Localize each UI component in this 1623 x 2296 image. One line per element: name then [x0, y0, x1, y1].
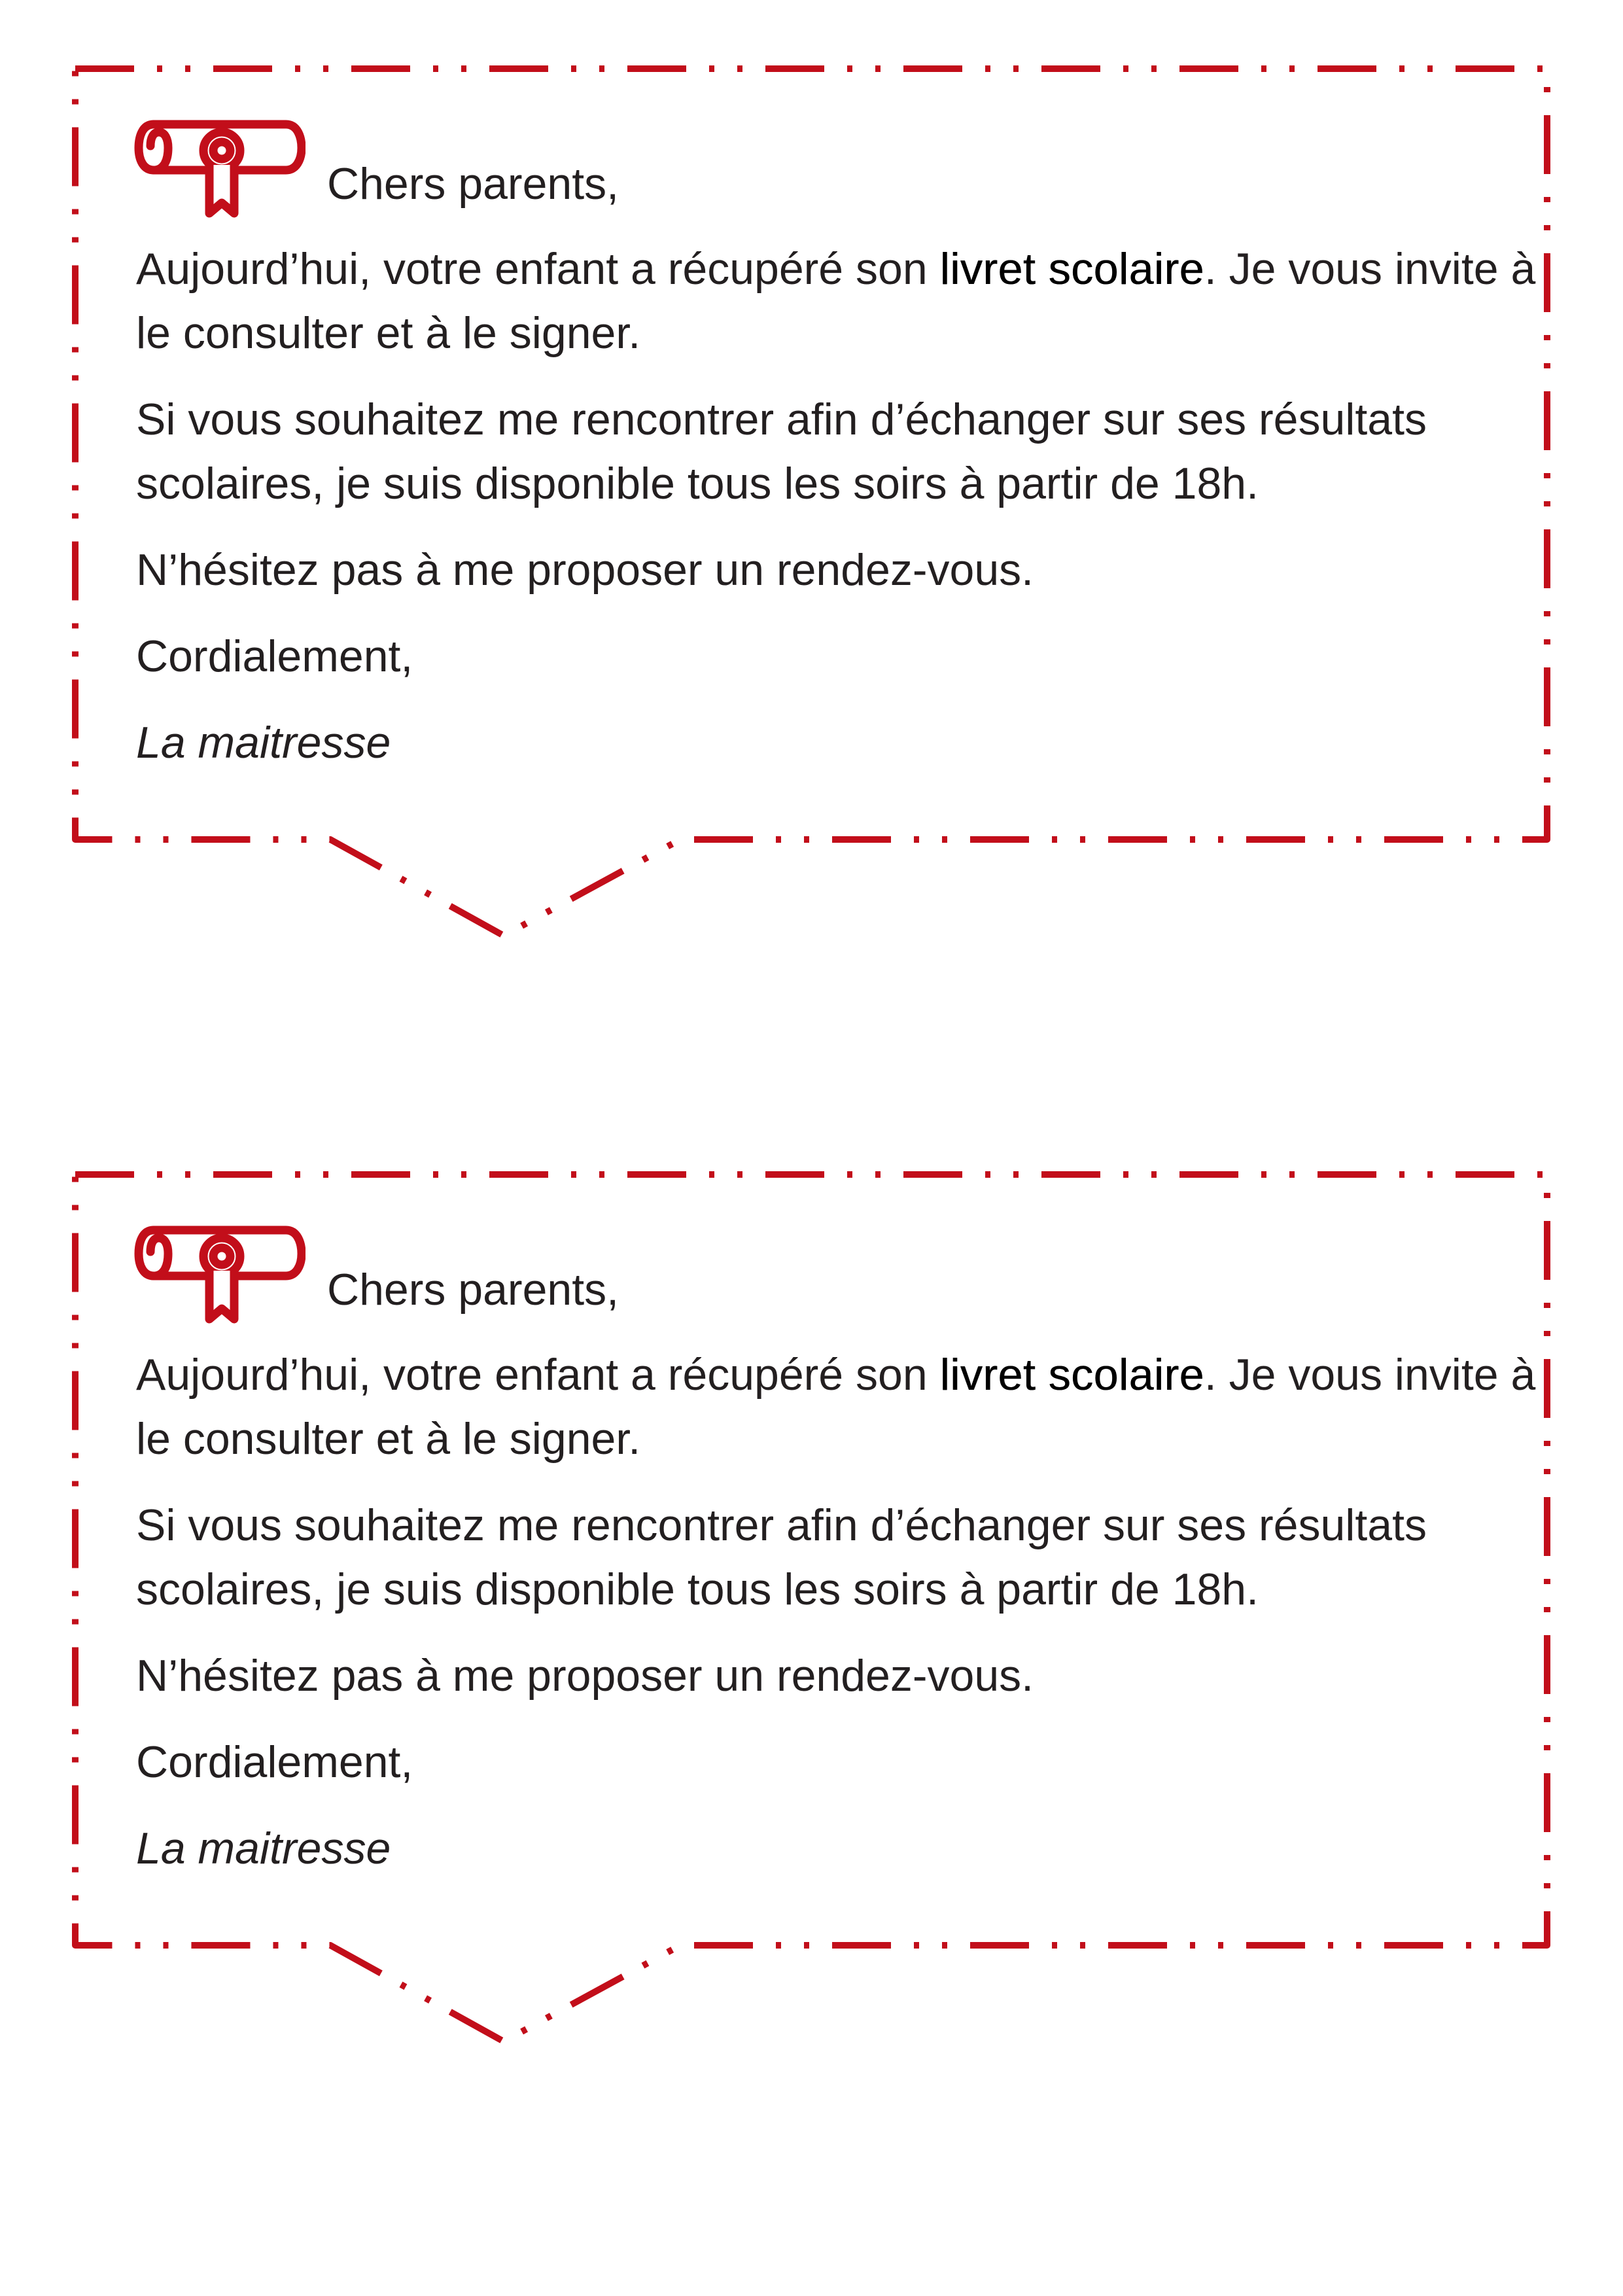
- closing: Cordialement,: [136, 631, 413, 681]
- report-card-highlight: livret scolaire: [939, 1350, 1204, 1400]
- report-card-highlight: livret scolaire: [939, 244, 1204, 294]
- letter-body: [136, 1343, 1543, 1903]
- signature: La maitresse: [136, 718, 391, 768]
- parent-note-2: [0, 1106, 1623, 2035]
- paragraph-meeting: Si vous souhaitez me rencontrer afin d’échanger sur ses résultats scolaires, je suis disponible tous les soirs à partir de 18h.: [136, 395, 1427, 508]
- greeting: Chers parents,: [327, 159, 619, 209]
- greeting: Chers parents,: [327, 1265, 619, 1315]
- paragraph-text: . Je vous invite à le consulter et à le signer.: [136, 1350, 1536, 1464]
- paragraph-text: Aujourd’hui, votre enfant a récupéré son: [136, 244, 940, 294]
- diploma-scroll-icon: [134, 1222, 305, 1328]
- paragraph-text: . Je vous invite à le consulter et à le signer.: [136, 244, 1536, 358]
- paragraph-text: Aujourd’hui, votre enfant a récupéré son: [136, 1350, 940, 1400]
- parent-note-1: [0, 0, 1623, 929]
- paragraph-report-card: [136, 1343, 1543, 1471]
- paragraph-report-card: [136, 237, 1543, 365]
- closing: Cordialement,: [136, 1737, 413, 1787]
- paragraph-appointment: N’hésitez pas à me proposer un rendez-vous.: [136, 545, 1034, 595]
- paragraph-appointment: N’hésitez pas à me proposer un rendez-vous.: [136, 1651, 1034, 1701]
- signature: La maitresse: [136, 1824, 391, 1873]
- diploma-scroll-icon: [134, 116, 305, 222]
- paragraph-meeting: Si vous souhaitez me rencontrer afin d’échanger sur ses résultats scolaires, je suis disponible tous les soirs à partir de 18h.: [136, 1500, 1427, 1614]
- letter-body: [136, 237, 1543, 797]
